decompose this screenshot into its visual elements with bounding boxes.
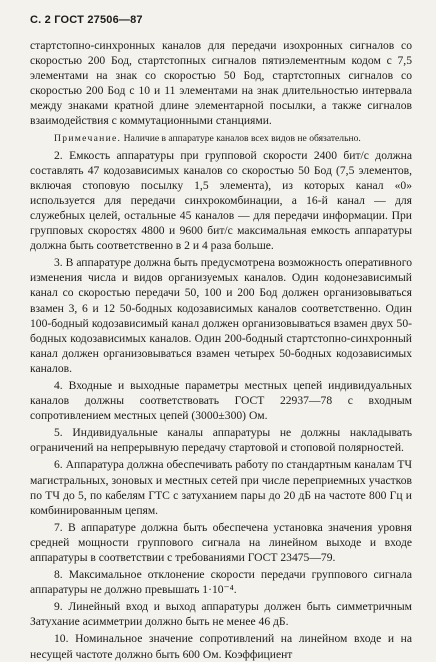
paragraph-5: 5. Индивидуальные каналы аппаратуры не должны накладывать ограничений на непрерывную передачу стартовой и стоповой полярностей. <box>30 426 412 455</box>
page-header: С. 2 ГОСТ 27506—87 <box>30 14 143 26</box>
paragraph-10: 10. Номинальное значение сопротивлений на линейном входе и на несущей частоте должно быть 600 Ом. Коэффициент <box>30 632 412 661</box>
note-paragraph <box>30 132 412 145</box>
intro-paragraph: стартстопно-синхронных каналов для передачи изохронных сигналов со скоростью 200 Бод, стартстопных сигналов пятиэлементным кодом с 7,5 элементами на знак со скоростью 50 Бод, стартстопных сигналов со скоростью 200 Бод с 10 и 11 элементами на знак длительностью интервала между знаками кратной длине элементарной посылки, а также сигналов взаимодействия с коммутационными станциями. <box>30 39 412 128</box>
paragraph-8: 8. Максимальное отклонение скорости передачи группового сигнала аппаратуры не должно превышать 1·10⁻⁴. <box>30 568 412 597</box>
paragraph-6: 6. Аппаратура должна обеспечивать работу по стандартным каналам ТЧ магистральных, зоновых и местных сетей при числе переприемных участков по ТЧ до 5, по кабелям ГТС с затуханием пары до 20 дБ на частоте 800 Гц и комбинированным цепям. <box>30 458 412 517</box>
note-text: Наличие в аппаратуре каналов всех видов не обязательно. <box>123 132 361 144</box>
paragraph-9: 9. Линейный вход и выход аппаратуры должен быть симметричным Затухание асимметрии должно быть не менее 46 дБ. <box>30 600 412 629</box>
paragraph-2: 2. Емкость аппаратуры при групповой скорости 2400 бит/с должна составлять 47 кодозависимых каналов со скоростью 50 Бод (7,5 элементов, включая стоповую посылку 1,5 элемента), из которых канал «0» используется для передачи синхрокомбинации, а 16-й канал — для служебных целей, остальные 45 каналов — для передачи информации. При групповых скоростях 4800 и 9600 бит/с максимальная емкость аппаратуры должна быть соответственно в 2 и 4 раза больше. <box>30 148 412 253</box>
paragraph-7: 7. В аппаратуре должна быть обеспечена установка значения уровня средней мощности группового сигнала на линейном выходе и входе аппаратуры в соответствии с требованиями ГОСТ 23475—79. <box>30 520 412 564</box>
paragraph-3: 3. В аппаратуре должна быть предусмотрена возможность оперативного изменения числа и видов организуемых каналов. Один кодонезависимый канал со скоростью передачи 50, 100 и 200 Бод должен организовываться взамен 3, 6 и 12 50-бодных кодозависимых каналов соответственно. Один 100-бодный кодозависимый канал должен организовываться взамен двух 50-бодных кодозависимых каналов. Один 200-бодный стартстопно-синхронный канал должен организовываться взамен четырех 50-бодных кодозависимых каналов. <box>30 256 412 375</box>
paragraph-4: 4. Входные и выходные параметры местных цепей индивидуальных каналов должны соответствовать ГОСТ 22937—78 с входным сопротивлением местных цепей (3000±300) Ом. <box>30 378 412 423</box>
document-body <box>30 38 412 662</box>
note-label: Примечание. <box>54 132 122 144</box>
